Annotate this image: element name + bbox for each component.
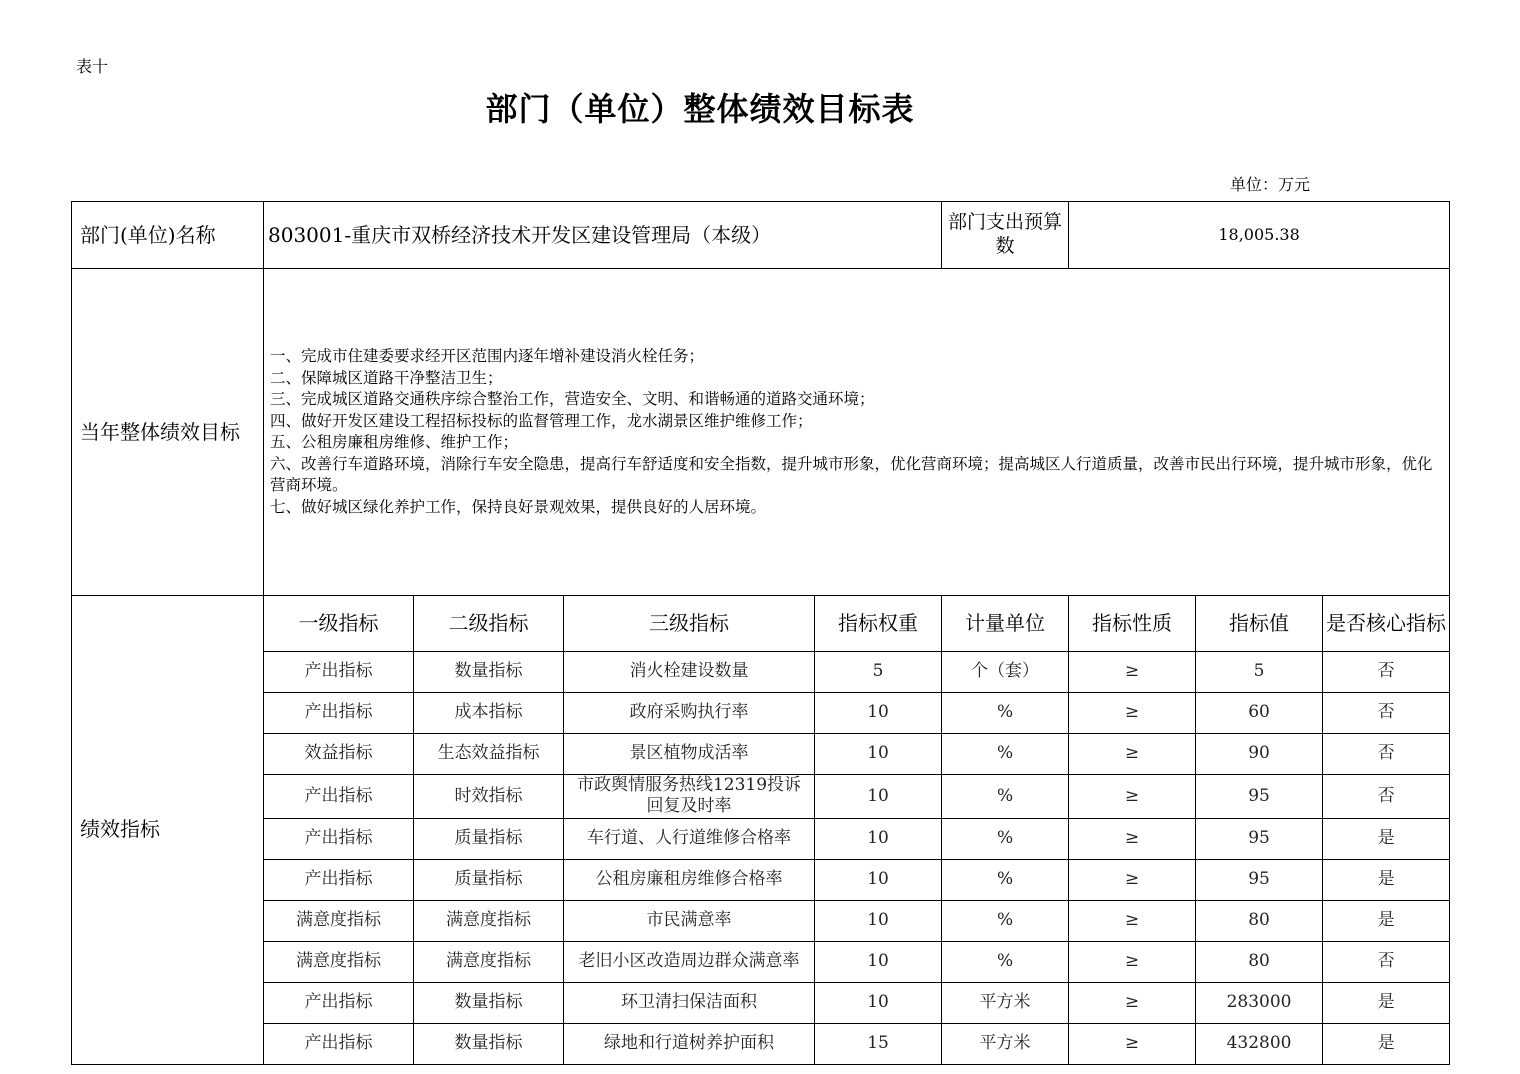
- dept-name-label: 部门(单位)名称: [72, 202, 264, 269]
- table-row: [72, 775, 1450, 819]
- core-cell: 是: [1323, 1023, 1450, 1064]
- level3-cell: 环卫清扫保洁面积: [564, 982, 815, 1023]
- nature-cell: ≥: [1069, 1023, 1196, 1064]
- header-value: 指标值: [1196, 596, 1323, 652]
- level1-cell: 产出指标: [264, 652, 414, 693]
- goal-line: 一、完成市住建委要求经开区范围内逐年增补建设消火栓任务；: [270, 347, 705, 365]
- table-row: [72, 941, 1450, 982]
- level1-cell: 产出指标: [264, 859, 414, 900]
- table-row: [72, 1023, 1450, 1064]
- nature-cell: ≥: [1069, 941, 1196, 982]
- level1-cell: 产出指标: [264, 775, 414, 819]
- unit-cell: %: [942, 775, 1069, 819]
- level1-cell: 产出指标: [264, 818, 414, 859]
- dept-row: [72, 202, 1450, 269]
- core-cell: 是: [1323, 818, 1450, 859]
- goals-label: 当年整体绩效目标: [72, 269, 264, 596]
- core-cell: 否: [1323, 652, 1450, 693]
- nature-cell: ≥: [1069, 900, 1196, 941]
- nature-cell: ≥: [1069, 693, 1196, 734]
- value-cell: 95: [1196, 818, 1323, 859]
- level1-cell: 满意度指标: [264, 900, 414, 941]
- unit-cell: %: [942, 900, 1069, 941]
- header-level1: 一级指标: [264, 596, 414, 652]
- header-level2: 二级指标: [414, 596, 564, 652]
- goal-line: 六、改善行车道路环境，消除行车安全隐患，提高行车舒适度和安全指数，提升城市形象，优化营商环境；提高城区人行道质量，改善市民出行环境，提升城市形象，优化营商环境。: [270, 454, 1433, 494]
- value-cell: 432800: [1196, 1023, 1323, 1064]
- level2-cell: 质量指标: [414, 859, 564, 900]
- core-cell: 否: [1323, 775, 1450, 819]
- unit-cell: 平方米: [942, 1023, 1069, 1064]
- weight-cell: 10: [815, 818, 942, 859]
- level3-cell: 政府采购执行率: [564, 693, 815, 734]
- table-row: [72, 818, 1450, 859]
- weight-cell: 10: [815, 693, 942, 734]
- header-unit: 计量单位: [942, 596, 1069, 652]
- level2-cell: 时效指标: [414, 775, 564, 819]
- level1-cell: 产出指标: [264, 982, 414, 1023]
- weight-cell: 10: [815, 941, 942, 982]
- goals-text: [264, 269, 1450, 596]
- level2-cell: 数量指标: [414, 652, 564, 693]
- level3-cell: 消火栓建设数量: [564, 652, 815, 693]
- level3-cell: 景区植物成活率: [564, 734, 815, 775]
- level2-cell: 数量指标: [414, 982, 564, 1023]
- value-cell: 95: [1196, 775, 1323, 819]
- unit-label: 单位：万元: [1230, 175, 1311, 194]
- unit-cell: %: [942, 734, 1069, 775]
- indicator-header-row: [72, 596, 1450, 652]
- level2-cell: 数量指标: [414, 1023, 564, 1064]
- core-cell: 是: [1323, 900, 1450, 941]
- table-row: [72, 900, 1450, 941]
- nature-cell: ≥: [1069, 818, 1196, 859]
- core-cell: 是: [1323, 859, 1450, 900]
- core-cell: 否: [1323, 941, 1450, 982]
- level3-cell: 绿地和行道树养护面积: [564, 1023, 815, 1064]
- level3-cell: 车行道、人行道维修合格率: [564, 818, 815, 859]
- level3-cell: 公租房廉租房维修合格率: [564, 859, 815, 900]
- core-cell: 是: [1323, 982, 1450, 1023]
- goals-row: [72, 269, 1450, 596]
- table-row: [72, 693, 1450, 734]
- goal-line: 四、做好开发区建设工程招标投标的监督管理工作，龙水湖景区维护维修工作；: [270, 411, 813, 430]
- unit-cell: %: [942, 941, 1069, 982]
- goal-line: 七、做好城区绿化养护工作，保持良好景观效果，提供良好的人居环境。: [270, 497, 767, 516]
- weight-cell: 5: [815, 652, 942, 693]
- budget-label: 部门支出预算数: [942, 202, 1069, 269]
- unit-cell: %: [942, 859, 1069, 900]
- weight-cell: 10: [815, 734, 942, 775]
- table-row: [72, 982, 1450, 1023]
- table-row: [72, 859, 1450, 900]
- page-title: 部门（单位）整体绩效目标表: [485, 90, 915, 128]
- header-level3: 三级指标: [564, 596, 815, 652]
- level3-cell: 市政舆情服务热线12319投诉回复及时率: [564, 775, 815, 819]
- level1-cell: 产出指标: [264, 693, 414, 734]
- unit-cell: 个（套）: [942, 652, 1069, 693]
- unit-cell: %: [942, 693, 1069, 734]
- header-nature: 指标性质: [1069, 596, 1196, 652]
- goal-line: 三、完成城区道路交通秩序综合整治工作，营造安全、文明、和谐畅通的道路交通环境；: [270, 390, 875, 408]
- level2-cell: 满意度指标: [414, 941, 564, 982]
- level1-cell: 效益指标: [264, 734, 414, 775]
- value-cell: 80: [1196, 900, 1323, 941]
- core-cell: 否: [1323, 734, 1450, 775]
- value-cell: 60: [1196, 693, 1323, 734]
- weight-cell: 10: [815, 775, 942, 819]
- value-cell: 5: [1196, 652, 1323, 693]
- performance-table: [71, 201, 1450, 1065]
- weight-cell: 10: [815, 859, 942, 900]
- indicators-label: 绩效指标: [72, 596, 264, 1065]
- unit-cell: %: [942, 818, 1069, 859]
- table-number: 表十: [76, 57, 109, 76]
- weight-cell: 10: [815, 900, 942, 941]
- level2-cell: 质量指标: [414, 818, 564, 859]
- goal-line: 五、公租房廉租房维修、维护工作；: [270, 433, 519, 451]
- nature-cell: ≥: [1069, 652, 1196, 693]
- budget-value: 18,005.38: [1069, 202, 1450, 269]
- value-cell: 283000: [1196, 982, 1323, 1023]
- header-weight: 指标权重: [815, 596, 942, 652]
- level2-cell: 满意度指标: [414, 900, 564, 941]
- nature-cell: ≥: [1069, 982, 1196, 1023]
- nature-cell: ≥: [1069, 775, 1196, 819]
- weight-cell: 10: [815, 982, 942, 1023]
- core-cell: 否: [1323, 693, 1450, 734]
- level2-cell: 生态效益指标: [414, 734, 564, 775]
- nature-cell: ≥: [1069, 859, 1196, 900]
- value-cell: 95: [1196, 859, 1323, 900]
- level1-cell: 满意度指标: [264, 941, 414, 982]
- table-row: [72, 734, 1450, 775]
- goal-line: 二、保障城区道路干净整洁卫生；: [270, 368, 503, 387]
- header-core: 是否核心指标: [1323, 596, 1450, 652]
- table-row: [72, 652, 1450, 693]
- unit-cell: 平方米: [942, 982, 1069, 1023]
- value-cell: 90: [1196, 734, 1323, 775]
- level1-cell: 产出指标: [264, 1023, 414, 1064]
- value-cell: 80: [1196, 941, 1323, 982]
- dept-name-value: 803001-重庆市双桥经济技术开发区建设管理局（本级）: [264, 202, 942, 269]
- level2-cell: 成本指标: [414, 693, 564, 734]
- nature-cell: ≥: [1069, 734, 1196, 775]
- weight-cell: 15: [815, 1023, 942, 1064]
- level3-cell: 市民满意率: [564, 900, 815, 941]
- level3-cell: 老旧小区改造周边群众满意率: [564, 941, 815, 982]
